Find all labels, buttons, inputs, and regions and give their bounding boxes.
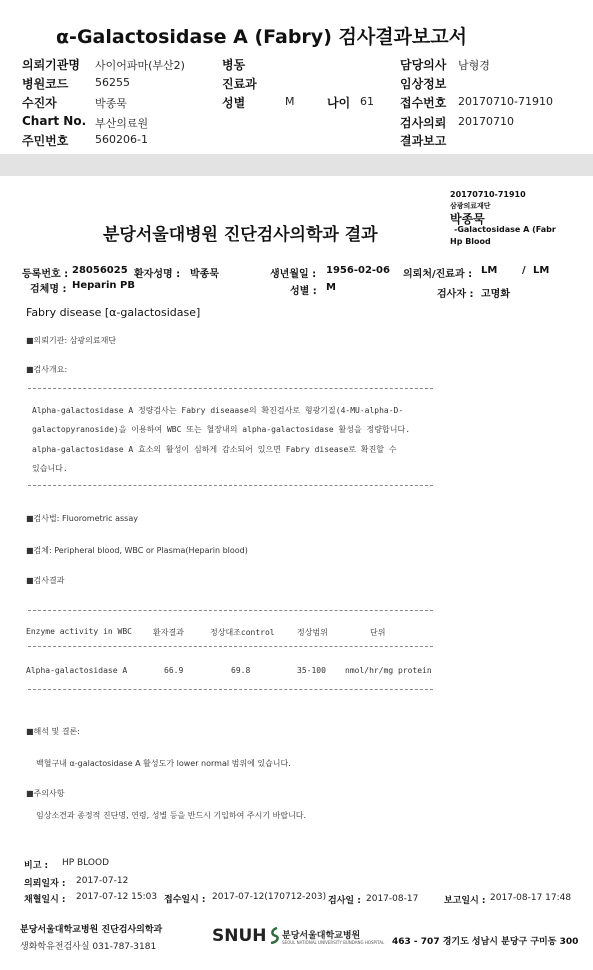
- draw-date-label: 채혈일시 :: [24, 895, 66, 905]
- overview-top-rule: [28, 388, 433, 389]
- header-value: 56255: [95, 76, 130, 89]
- overview-line: galactopyranoside)을 이용하여 WBC 또는 혈장내의 alpha-galactosidase 활성을 정량합니다.: [32, 425, 411, 434]
- header-label: 성별: [222, 96, 246, 110]
- tester-label: 검사자 :: [437, 289, 474, 300]
- table-header-unit: 단위: [370, 628, 386, 637]
- report-date-label: 보고일시 :: [444, 896, 486, 906]
- dept-primary: LM: [481, 265, 498, 276]
- table-cell-enzyme: Alpha-galactosidase A: [26, 666, 128, 675]
- footer-lab: 생화학유전검사실 031-787-3181: [20, 942, 157, 952]
- sex: M: [326, 282, 336, 293]
- test-name: Fabry disease [α-galactosidase]: [26, 306, 201, 319]
- header-label: 결과보고: [400, 134, 447, 148]
- divider-band: [0, 154, 593, 176]
- reg-no-label: 등록번호 :: [22, 269, 69, 280]
- results-header-rule: [28, 646, 433, 647]
- header-value: M: [285, 95, 295, 108]
- header-label: 주민번호: [22, 134, 69, 148]
- results-top-rule: [28, 610, 433, 611]
- specimen: Heparin PB: [72, 280, 135, 291]
- caution-text: 임상소견과 종정적 진단명, 연령, 성별 등을 반드시 기입하여 주시기 바랍니다.: [36, 811, 307, 820]
- header-value: 박종묵: [95, 97, 127, 110]
- header-value: 남형경: [458, 59, 490, 72]
- header-label: 병동: [222, 58, 246, 72]
- patient-name: 박종묵: [190, 269, 219, 280]
- overview-line: Alpha-galactosidase A 정량검사는 Fabry diseaase의 확진검사로 형광기질(4-MU-alpha-D-: [32, 406, 404, 415]
- sticker-test: -Galactosidase A (Fabr: [454, 225, 556, 234]
- hospital-title: 분당서울대병원 진단검사의학과 결과: [103, 225, 378, 245]
- specimen-label: 검체명 :: [30, 284, 67, 295]
- table-header-enzyme: Enzyme activity in WBC: [26, 627, 132, 636]
- sticker-lab: 삼광의료재단: [450, 202, 491, 210]
- table-header-patient: 환자결과: [153, 628, 184, 637]
- report-date: 2017-08-17 17:48: [490, 893, 572, 903]
- table-header-control: 정상대조control: [210, 628, 275, 637]
- header-label: 병원코드: [22, 77, 69, 91]
- receipt-label: 접수일시 :: [164, 895, 206, 905]
- table-header-range: 정상범위: [297, 628, 328, 637]
- dob: 1956-02-06: [326, 265, 390, 276]
- age-value: 61: [360, 95, 374, 108]
- header-value: 20170710: [458, 115, 514, 128]
- receipt: 2017-07-12(170712-203): [212, 892, 327, 902]
- caution-heading: ■주의사항: [26, 789, 65, 798]
- snuh-emblem-icon: [268, 927, 280, 944]
- patient-label: 환자성명 :: [134, 269, 181, 280]
- dept-separator: /: [522, 265, 526, 276]
- snuh-logo-text: SNUH: [212, 926, 267, 946]
- header-label: Chart No.: [22, 114, 87, 128]
- dept-label: 의뢰처/진료과 :: [403, 269, 473, 280]
- note: HP BLOOD: [62, 858, 110, 868]
- request-date-label: 의뢰일자 :: [24, 879, 66, 889]
- footer-department: 분당서울대학교병원 진단검사의학과: [20, 925, 163, 935]
- reg-no: 28056025: [72, 265, 128, 276]
- table-cell-range: 35-100: [297, 666, 326, 675]
- header-value: 560206-1: [95, 133, 148, 146]
- overview-heading: ■검사개요:: [26, 365, 68, 374]
- institution: ■의뢰기관: 삼광의료재단: [26, 336, 117, 345]
- header-value: 20170710-71910: [458, 95, 553, 108]
- request-date: 2017-07-12: [76, 876, 129, 886]
- sex-label: 성별 :: [290, 286, 317, 297]
- header-label: 수진자: [22, 96, 57, 110]
- header-label: 진료과: [222, 77, 257, 91]
- snuh-logo: [212, 926, 267, 946]
- snuh-logo-sub: SEOUL NATIONAL UNIVERSITY BUNDANG HOSPITAL: [282, 940, 385, 945]
- snuh-logo-name: 분당서울대학교병원: [282, 931, 361, 941]
- interpretation-text: 백혈구내 α-galactosidase A 활성도가 lower normal 범위에 있습니다.: [36, 759, 291, 768]
- interpretation-heading: ■해석 및 결론:: [26, 727, 80, 736]
- dept-secondary: LM: [533, 265, 550, 276]
- header-label: 접수번호: [400, 96, 447, 110]
- overview-line: alpha-galactosidase A 효소의 활성이 심하게 감소되어 있으면 Fabry disease로 확진할 수: [32, 445, 397, 454]
- header-label: 검사의뢰: [400, 116, 447, 130]
- specimen-type: ■검체: Peripheral blood, WBC or Plasma(Heparin blood): [26, 546, 248, 555]
- sticker-specimen: Hp Blood: [450, 237, 491, 246]
- header-label: 담당의사: [400, 58, 447, 72]
- sticker-patient: 박종묵: [450, 212, 485, 226]
- header-value: 사이어파마(부산2): [95, 59, 185, 72]
- method: ■검사법: Fluorometric assay: [26, 514, 138, 523]
- overview-line: 있습니다.: [32, 464, 68, 473]
- note-label: 비고 :: [24, 861, 49, 871]
- table-cell-patient: 66.9: [164, 666, 184, 675]
- test-date: 2017-08-17: [366, 894, 419, 904]
- header-label: 임상정보: [400, 77, 447, 91]
- tester: 고명화: [481, 289, 510, 300]
- test-date-label: 검사일 :: [328, 896, 361, 906]
- dob-label: 생년월일 :: [270, 269, 317, 280]
- age-label: 나이: [327, 96, 351, 110]
- report-title: α-Galactosidase A (Fabry) 검사결과보고서: [56, 26, 467, 48]
- overview-bottom-rule: [28, 485, 433, 486]
- draw-date: 2017-07-12 15:03: [76, 892, 158, 902]
- results-heading: ■검사결과: [26, 576, 65, 585]
- results-bottom-rule: [28, 689, 433, 690]
- header-value: 부산의료원: [95, 117, 149, 130]
- table-cell-control: 69.8: [231, 666, 251, 675]
- table-cell-unit: nmol/hr/mg protein: [345, 666, 432, 675]
- sticker-accession: 20170710-71910: [450, 190, 526, 199]
- header-label: 의뢰기관명: [22, 58, 80, 72]
- address: 463 - 707 경기도 성남시 분당구 구미동 300: [392, 937, 579, 947]
